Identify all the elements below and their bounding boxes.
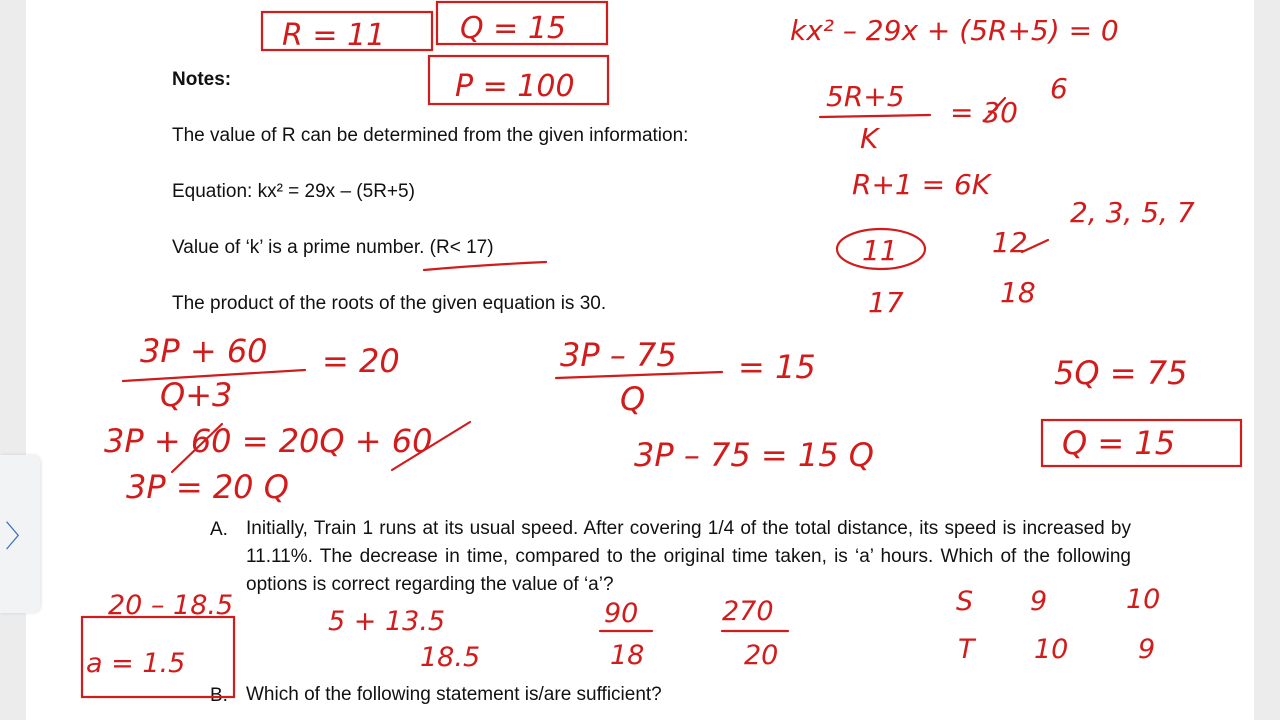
cand-11: 11 — [862, 234, 898, 267]
box-a-text: a = 1.5 — [86, 648, 186, 679]
s-val1: 9 — [1030, 586, 1048, 617]
box-p-text: P = 100 — [455, 69, 575, 104]
frac270-den: 20 — [744, 640, 779, 671]
notes-line-product: The product of the roots of the given equation is 30. — [172, 293, 607, 314]
eq-3p75: 3P – 75 = 15 Q — [634, 436, 874, 474]
chevron-right-icon: 〉 — [5, 520, 35, 555]
cand-17: 17 — [868, 286, 904, 319]
s-label: S — [956, 586, 974, 617]
t-val1: 10 — [1034, 634, 1069, 665]
box-r-text: R = 11 — [282, 18, 386, 53]
frac90-den: 18 — [610, 640, 645, 671]
frac-top-val: = 30 — [950, 96, 1018, 129]
f1-num: 3P + 60 — [140, 332, 268, 370]
frac-top-num: 5R+5 — [826, 80, 905, 113]
question-b-text: Which of the following statement is/are sufficient? — [246, 684, 662, 705]
frac-top-new: 6 — [1050, 72, 1068, 105]
box-q-top-text: Q = 15 — [460, 11, 566, 46]
notes-line-equation: Equation: kx² = 29x – (5R+5) — [172, 181, 415, 202]
f2-den: Q — [620, 380, 646, 418]
eq-3p20q: 3P = 20 Q — [126, 468, 289, 506]
box-q-right-text: Q = 15 — [1062, 424, 1176, 462]
f1-val: = 20 — [322, 342, 400, 380]
question-a-label: A. — [210, 519, 228, 540]
s-val2: 10 — [1126, 584, 1161, 615]
calc-sum-bot: 18.5 — [420, 642, 481, 673]
notes-line-prime: Value of ‘k’ is a prime number. (R< 17) — [172, 237, 494, 258]
notes-heading: Notes: — [172, 69, 232, 90]
document-page — [26, 0, 1254, 720]
frac270-num: 270 — [722, 596, 774, 627]
eq-top: kx² – 29x + (5R+5) = 0 — [790, 14, 1119, 47]
calc-sum-top: 5 + 13.5 — [328, 606, 446, 637]
t-val2: 9 — [1138, 634, 1156, 665]
cand-12: 12 — [992, 226, 1028, 259]
r-plus-1: R+1 = 6K — [852, 168, 991, 201]
f2-val: = 15 — [738, 348, 816, 386]
t-label: T — [958, 634, 975, 665]
calc-sub: 20 – 18.5 — [108, 590, 234, 621]
cand-18: 18 — [1000, 276, 1036, 309]
sidebar-toggle-button[interactable] — [0, 455, 40, 613]
eq-3p60: 3P + 60 = 20Q + 60 — [104, 422, 433, 460]
frac-top-den: K — [860, 122, 879, 155]
f1-den: Q+3 — [160, 376, 233, 414]
question-a-text: Initially, Train 1 runs at its usual speed. After covering 1/4 of the total distance, its speed is increased by 11.11%. The decrease in time, compared to the original time taken, is ‘a’ hours. Which of the following options is correct regarding the value of ‘a’? — [246, 518, 1131, 595]
notes-line-r-info: The value of R can be determined from the given information: — [172, 125, 689, 146]
question-b-label: B. — [210, 685, 228, 706]
frac90-num: 90 — [604, 598, 639, 629]
f2-num: 3P – 75 — [560, 336, 677, 374]
primes-list: 2, 3, 5, 7 — [1070, 196, 1195, 229]
eq-5q: 5Q = 75 — [1054, 354, 1188, 392]
